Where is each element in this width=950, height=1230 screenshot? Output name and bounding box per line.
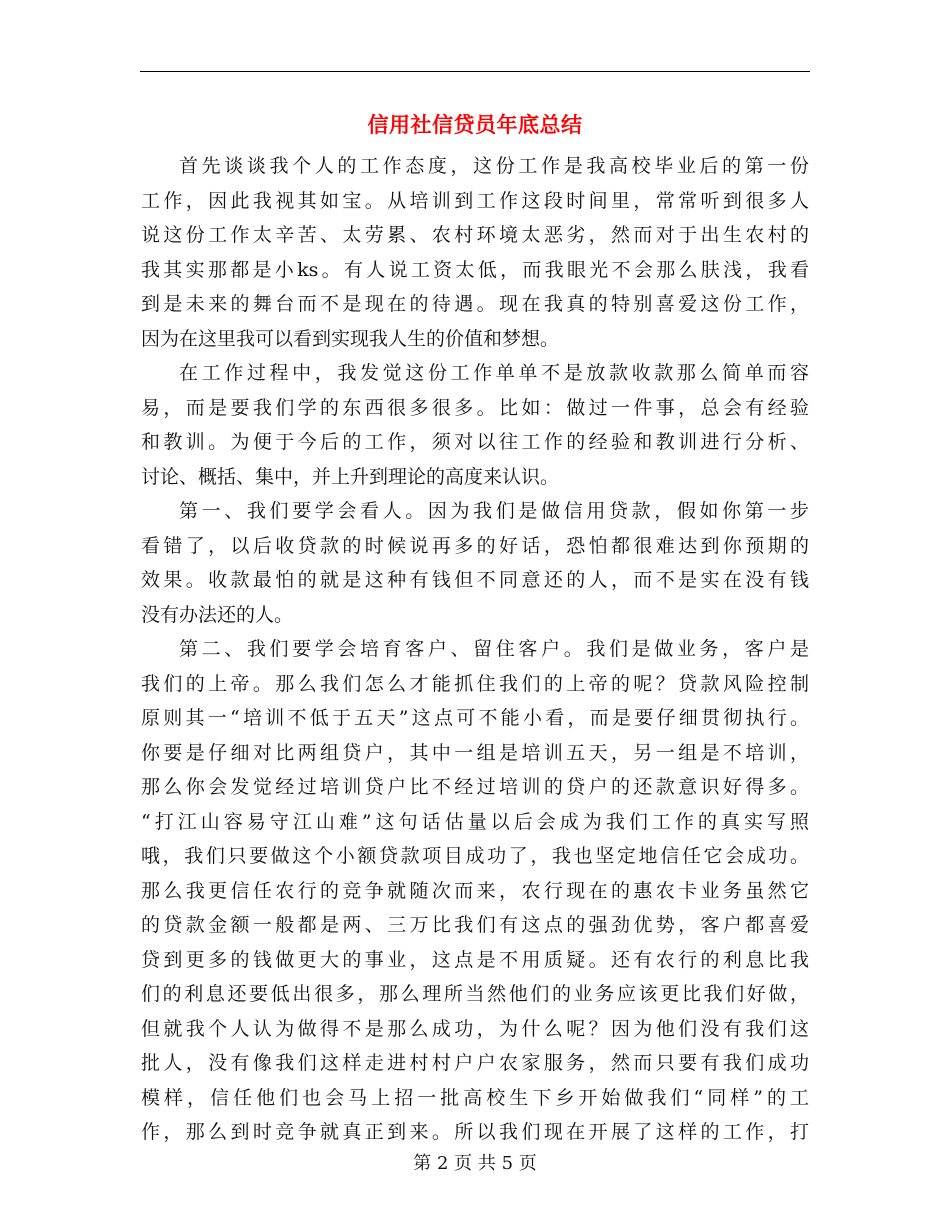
body-text-line: 我其实那都是小ks。有人说工资太低，而我眼光不会那么肤浅，我看 (141, 258, 809, 281)
body-text-line: 效果。收款最怕的就是这种有钱但不同意还的人，而不是实在没有钱 (141, 569, 809, 591)
body-text-line: 首先谈谈我个人的工作态度，这份工作是我高校毕业后的第一份 (179, 155, 809, 177)
body-text-line: 第一、我们要学会看人。因为我们是做信用贷款，假如你第一步 (179, 500, 809, 522)
body-text-line: 们的利息还要低出很多，那么理所当然他们的业务应该更比我们好做， (141, 983, 809, 1005)
body-text-line: 但就我个人认为做得不是那么成功，为什么呢？因为他们没有我们这 (141, 1017, 809, 1040)
body-text-line: 在工作过程中，我发觉这份工作单单不是放款收款那么简单而容 (179, 362, 809, 384)
body-text-line: 没有办法还的人。 (141, 603, 294, 626)
body-text-line: 说这份工作太辛苦、太劳累、农村环境太恶劣，然而对于出生农村的 (141, 224, 809, 246)
document-title: 信用社信贷员年底总结 (367, 112, 583, 137)
body-text-line: 工作，因此我视其如宝。从培训到工作这段时间里，常常听到很多人 (141, 189, 809, 212)
body-text-line: 看错了，以后收贷款的时候说再多的好话，恐怕都很难达到你预期的 (141, 534, 809, 557)
body-text-line: 那么我更信任农行的竞争就随次而来，农行现在的惠农卡业务虽然它 (141, 879, 809, 902)
body-text-line: 因为在这里我可以看到实现我人生的价值和梦想。 (141, 327, 560, 350)
body-text-line: 哦，我们只要做这个小额贷款项目成功了，我也坚定地信任它会成功。 (141, 845, 809, 867)
body-text-line: 第二、我们要学会培育客户、留住客户。我们是做业务，客户是 (179, 638, 809, 660)
header-rule (140, 71, 810, 72)
body-text-line: 批人，没有像我们这样走进村村户户农家服务，然而只要有我们成功 (141, 1052, 809, 1074)
body-text-line: 到是未来的舞台而不是现在的待遇。现在我真的特别喜爱这份工作， (141, 293, 809, 315)
body-text-line: 的贷款金额一般都是两、三万比我们有这点的强劲优势，客户都喜爱 (141, 914, 809, 936)
page-number-footer: 第 2 页 共 5 页 (413, 1153, 537, 1174)
document-body (141, 149, 809, 1150)
body-text-line: 讨论、概括、集中，并上升到理论的高度来认识。 (141, 465, 560, 488)
body-text-line: 模样，信任他们也会马上招一批高校生下乡开始做我们“同样”的工 (141, 1086, 809, 1109)
body-text-line: 那么你会发觉经过培训贷户比不经过培训的贷户的还款意识好得多。 (141, 776, 809, 798)
body-text-line: 贷到更多的钱做更大的事业，这点是不用质疑。还有农行的利息比我 (141, 948, 809, 971)
body-text-line: 易，而是要我们学的东西很多很多。比如：做过一件事，总会有经验 (141, 396, 809, 419)
body-text-line: 我们的上帝。那么我们怎么才能抓住我们的上帝的呢？贷款风险控制 (141, 672, 809, 695)
body-text-line: “打江山容易守江山难”这句话估量以后会成为我们工作的真实写照 (141, 810, 809, 833)
body-text-line: 和教训。为便于今后的工作，须对以往工作的经验和教训进行分析、 (141, 431, 809, 453)
body-text-line: 你要是仔细对比两组贷户，其中一组是培训五天，另一组是不培训， (141, 741, 809, 764)
body-text-line: 原则其一“培训不低于五天”这点可不能小看，而是要仔细贯彻执行。 (141, 707, 809, 729)
body-text-line: 作，那么到时竞争就真正到来。所以我们现在开展了这样的工作，打 (141, 1121, 809, 1143)
